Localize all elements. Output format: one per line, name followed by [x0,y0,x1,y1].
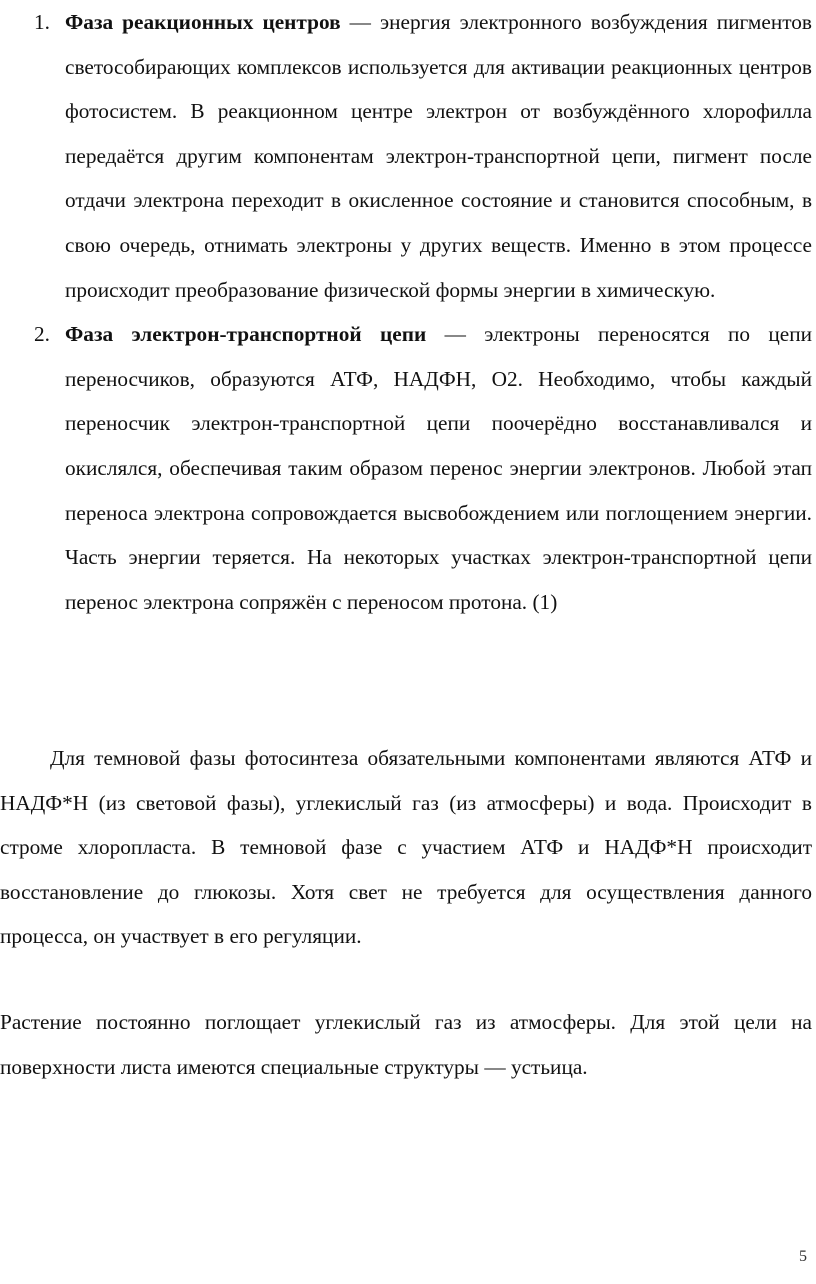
numbered-list [0,0,816,624]
list-item [0,0,816,312]
list-item-text: — энергия электронного возбуждения пигментов светособирающих комплексов используется для активации реакционных центров фотосистем. В реакционном центре электрон от возбуждённого хлорофилла передаётся другим компонентам электрон-транспортной цепи, пигмент после отдачи электрона переходит в окисленное состояние и становится способным, в свою очередь, отнимать электроны у других веществ. Именно в этом процессе происходит преобразование физической формы энергии в химическую. [65,10,812,302]
list-item-number: 1. [34,10,50,34]
page-number: 5 [799,1248,807,1265]
paragraph-dark-phase: Для темновой фазы фотосинтеза обязательными компонентами являются АТФ и НАДФ*Н (из световой фазы), углекислый газ (из атмосферы) и вода. Происходит в строме хлоропласта. В темновой фазе с участием АТФ и НАДФ*Н происходит восстановление до глюкозы. Хотя свет не требуется для осуществления данного процесса, он участвует в его регуляции. [0,746,812,949]
list-item-title: Фаза электрон-транспортной цепи [65,322,427,347]
list-item [0,312,816,624]
list-item-number: 2. [34,322,50,347]
list-item-text: — электроны переносятся по цепи переносчиков, образуются АТФ, НАДФН, О2. Необходимо, чтобы каждый переносчик электрон-транспортной цепи поочерёдно восстанавливался и окислялся, обеспечивая таким образом перенос энергии электронов. Любой этап переноса электрона сопровождается высвобождением или поглощением энергии. Часть энергии теряется. На некоторых участках электрон-транспортной цепи перенос электрона сопряжён с переносом протона. (1) [65,322,812,614]
paragraph-stomata: Растение постоянно поглощает углекислый газ из атмосферы. Для этой цели на поверхности листа имеются специальные структуры — устьица. [0,1010,812,1079]
list-item-title: Фаза реакционных центров [65,10,341,34]
